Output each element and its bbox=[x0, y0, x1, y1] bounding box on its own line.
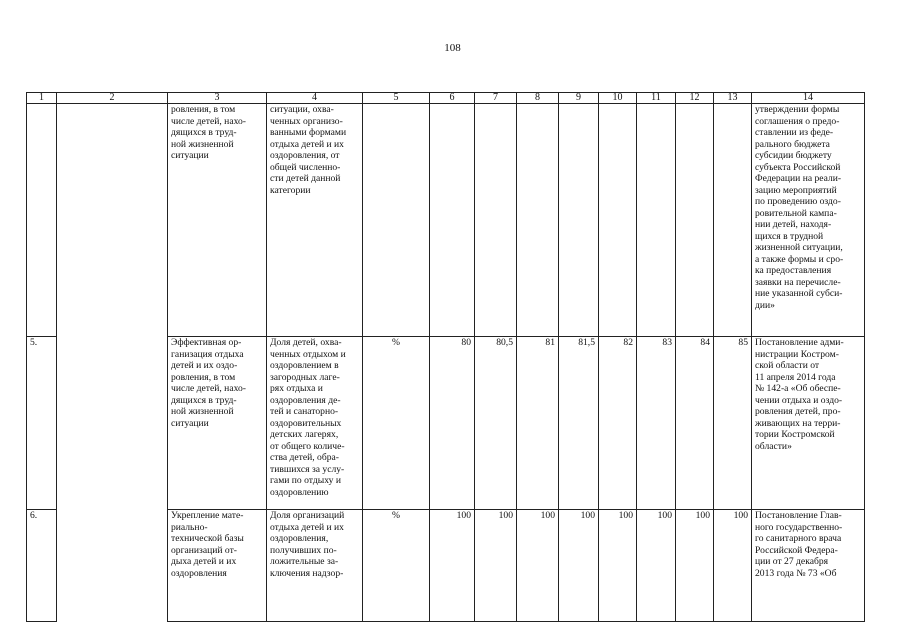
value-cell: 80 bbox=[430, 337, 475, 510]
value-cell: 83 bbox=[637, 337, 676, 510]
indicators-table bbox=[26, 92, 865, 622]
unit-cell: % bbox=[363, 337, 430, 510]
column-header: 12 bbox=[676, 93, 714, 104]
column-header: 14 bbox=[752, 93, 865, 104]
value-cell bbox=[517, 104, 559, 337]
indicator-cell: Доля организаций отдыха детей и их оздоровления, получивших по- ложительные за- ключения надзор- bbox=[267, 510, 363, 622]
value-cell: 100 bbox=[599, 510, 637, 622]
column-header: 9 bbox=[559, 93, 599, 104]
value-cell: 82 bbox=[599, 337, 637, 510]
legal-basis-cell: Постановление адми- нистрации Костром- ской области от 11 апреля 2014 года № 142-а «Об обеспе- чении отдыха и оздо- ровления детей, про- живающих на терри- тории Костромской области» bbox=[752, 337, 865, 510]
value-cell bbox=[676, 104, 714, 337]
value-cell bbox=[714, 104, 752, 337]
value-cell bbox=[475, 104, 517, 337]
value-cell bbox=[637, 104, 676, 337]
column-header: 2 bbox=[57, 93, 168, 104]
legal-basis-cell: Постановление Глав- ного государственно- го санитарного врача Российской Федера- ции от 27 декабря 2013 года № 73 «Об bbox=[752, 510, 865, 622]
column-header: 3 bbox=[168, 93, 267, 104]
value-cell: 100 bbox=[676, 510, 714, 622]
value-cell: 100 bbox=[430, 510, 475, 622]
indicator-cell: ситуации, охва- ченных организо- ванными формами отдыха детей и их оздоровления, от общей численно- сти детей данной категории bbox=[267, 104, 363, 337]
value-cell: 100 bbox=[637, 510, 676, 622]
column-header: 8 bbox=[517, 93, 559, 104]
row-number-cell: 5. bbox=[27, 337, 57, 510]
value-cell bbox=[430, 104, 475, 337]
column-header: 6 bbox=[430, 93, 475, 104]
column-header: 7 bbox=[475, 93, 517, 104]
value-cell bbox=[559, 104, 599, 337]
goal-cell: Эффективная ор- ганизация отдыха детей и их оздо- ровления, в том числе детей, нахо- дящихся в труд- ной жизненной ситуации bbox=[168, 337, 267, 510]
indicator-cell: Доля детей, охва- ченных отдыхом и оздоровлением в загородных лаге- рях отдыха и оздоровления де- тей и санаторно- оздоровительных детских лагерях, от общего количе- ства детей, обра- тившихся за услу- гами по отдыху и оздоровлению bbox=[267, 337, 363, 510]
legal-basis-cell: утверждении формы соглашения о предо- ставлении из феде- рального бюджета субсидии бюджету субъекта Российской Федерации на реали- зацию мероприятий по проведению оздо- ровительной кампа- нии детей, находя- щихся в трудной жизненной ситуации, а также формы и сро- ка предоставления заявки на перечисле- ние указанной субси- дии» bbox=[752, 104, 865, 337]
column-header: 1 bbox=[27, 93, 57, 104]
value-cell bbox=[599, 104, 637, 337]
row-number-cell: 6. bbox=[27, 510, 57, 622]
column-header: 4 bbox=[267, 93, 363, 104]
merged-column-2-cell bbox=[57, 104, 168, 622]
value-cell: 80,5 bbox=[475, 337, 517, 510]
column-header: 11 bbox=[637, 93, 676, 104]
value-cell: 84 bbox=[676, 337, 714, 510]
column-number-row bbox=[27, 93, 865, 104]
value-cell: 100 bbox=[714, 510, 752, 622]
row-number-cell bbox=[27, 104, 57, 337]
value-cell: 81,5 bbox=[559, 337, 599, 510]
column-header: 10 bbox=[599, 93, 637, 104]
value-cell: 100 bbox=[475, 510, 517, 622]
column-header: 5 bbox=[363, 93, 430, 104]
goal-cell: ровления, в том числе детей, нахо- дящихся в труд- ной жизненной ситуации bbox=[168, 104, 267, 337]
page-number: 108 bbox=[444, 42, 461, 54]
continuation-row bbox=[27, 104, 865, 337]
value-cell: 85 bbox=[714, 337, 752, 510]
unit-cell: % bbox=[363, 510, 430, 622]
value-cell: 100 bbox=[559, 510, 599, 622]
goal-cell: Укрепление мате- риально- технической базы организаций от- дыха детей и их оздоровления bbox=[168, 510, 267, 622]
value-cell: 100 bbox=[517, 510, 559, 622]
unit-cell bbox=[363, 104, 430, 337]
value-cell: 81 bbox=[517, 337, 559, 510]
column-header: 13 bbox=[714, 93, 752, 104]
